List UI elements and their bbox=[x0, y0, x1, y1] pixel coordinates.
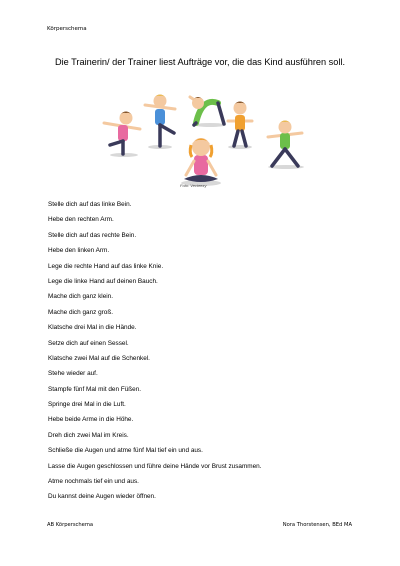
kid-figure-second bbox=[145, 95, 175, 150]
instruction-item: Stelle dich auf das rechte Bein. bbox=[48, 231, 137, 239]
instruction-item: Mache dich ganz groß. bbox=[48, 308, 114, 316]
page-header: Körperschema bbox=[47, 26, 87, 32]
image-caption: Foto: Vecteezy bbox=[180, 183, 207, 188]
kid-figure-right bbox=[268, 121, 304, 170]
kid-figure-arch bbox=[190, 97, 226, 127]
instruction-item: Klatsche drei Mal in die Hände. bbox=[48, 324, 137, 332]
page-title: Die Trainerin/ der Trainer liest Aufträge vor, die das Kind ausführen soll. bbox=[54, 57, 346, 67]
instruction-item: Mache dich ganz klein. bbox=[48, 293, 114, 301]
instruction-item: Schließe die Augen und atme fünf Mal tief ein und aus. bbox=[48, 447, 203, 455]
footer-worksheet-title: AB Körperschema bbox=[47, 522, 94, 528]
instruction-item: Hebe den linken Arm. bbox=[48, 247, 110, 255]
instruction-item: Dreh dich zwei Mal im Kreis. bbox=[48, 431, 129, 439]
instruction-item: Atme nochmals tief ein und aus. bbox=[48, 478, 139, 486]
instruction-item: Lasse die Augen geschlossen und führe deine Hände vor Brust zusammen. bbox=[48, 462, 262, 470]
instruction-item: Lege die rechte Hand auf das linke Knie. bbox=[48, 262, 164, 270]
instruction-item: Stehe wieder auf. bbox=[48, 370, 98, 378]
kid-figure-fourth bbox=[228, 102, 252, 150]
instruction-item: Hebe den rechten Arm. bbox=[48, 216, 114, 224]
kids-yoga-illustration bbox=[90, 85, 310, 190]
kid-figure-meditating bbox=[181, 138, 221, 186]
instruction-item: Klatsche zwei Mal auf die Schenkel. bbox=[48, 354, 150, 362]
instruction-item: Stampfe fünf Mal mit den Füßen. bbox=[48, 385, 142, 393]
footer-author: Nora Thorstensen, BEd MA bbox=[282, 522, 352, 528]
instruction-item: Lege die linke Hand auf deinen Bauch. bbox=[48, 277, 158, 285]
instruction-item: Stelle dich auf das linke Bein. bbox=[48, 201, 132, 208]
instruction-item: Springe drei Mal in die Luft. bbox=[48, 401, 126, 409]
instruction-item: Hebe beide Arme in die Höhe. bbox=[48, 416, 134, 424]
instruction-item: Setze dich auf einen Sessel. bbox=[48, 339, 129, 347]
kid-figure-left bbox=[104, 112, 140, 158]
instruction-item: Du kannst deine Augen wieder öffnen. bbox=[48, 493, 156, 501]
instruction-list bbox=[48, 197, 262, 505]
